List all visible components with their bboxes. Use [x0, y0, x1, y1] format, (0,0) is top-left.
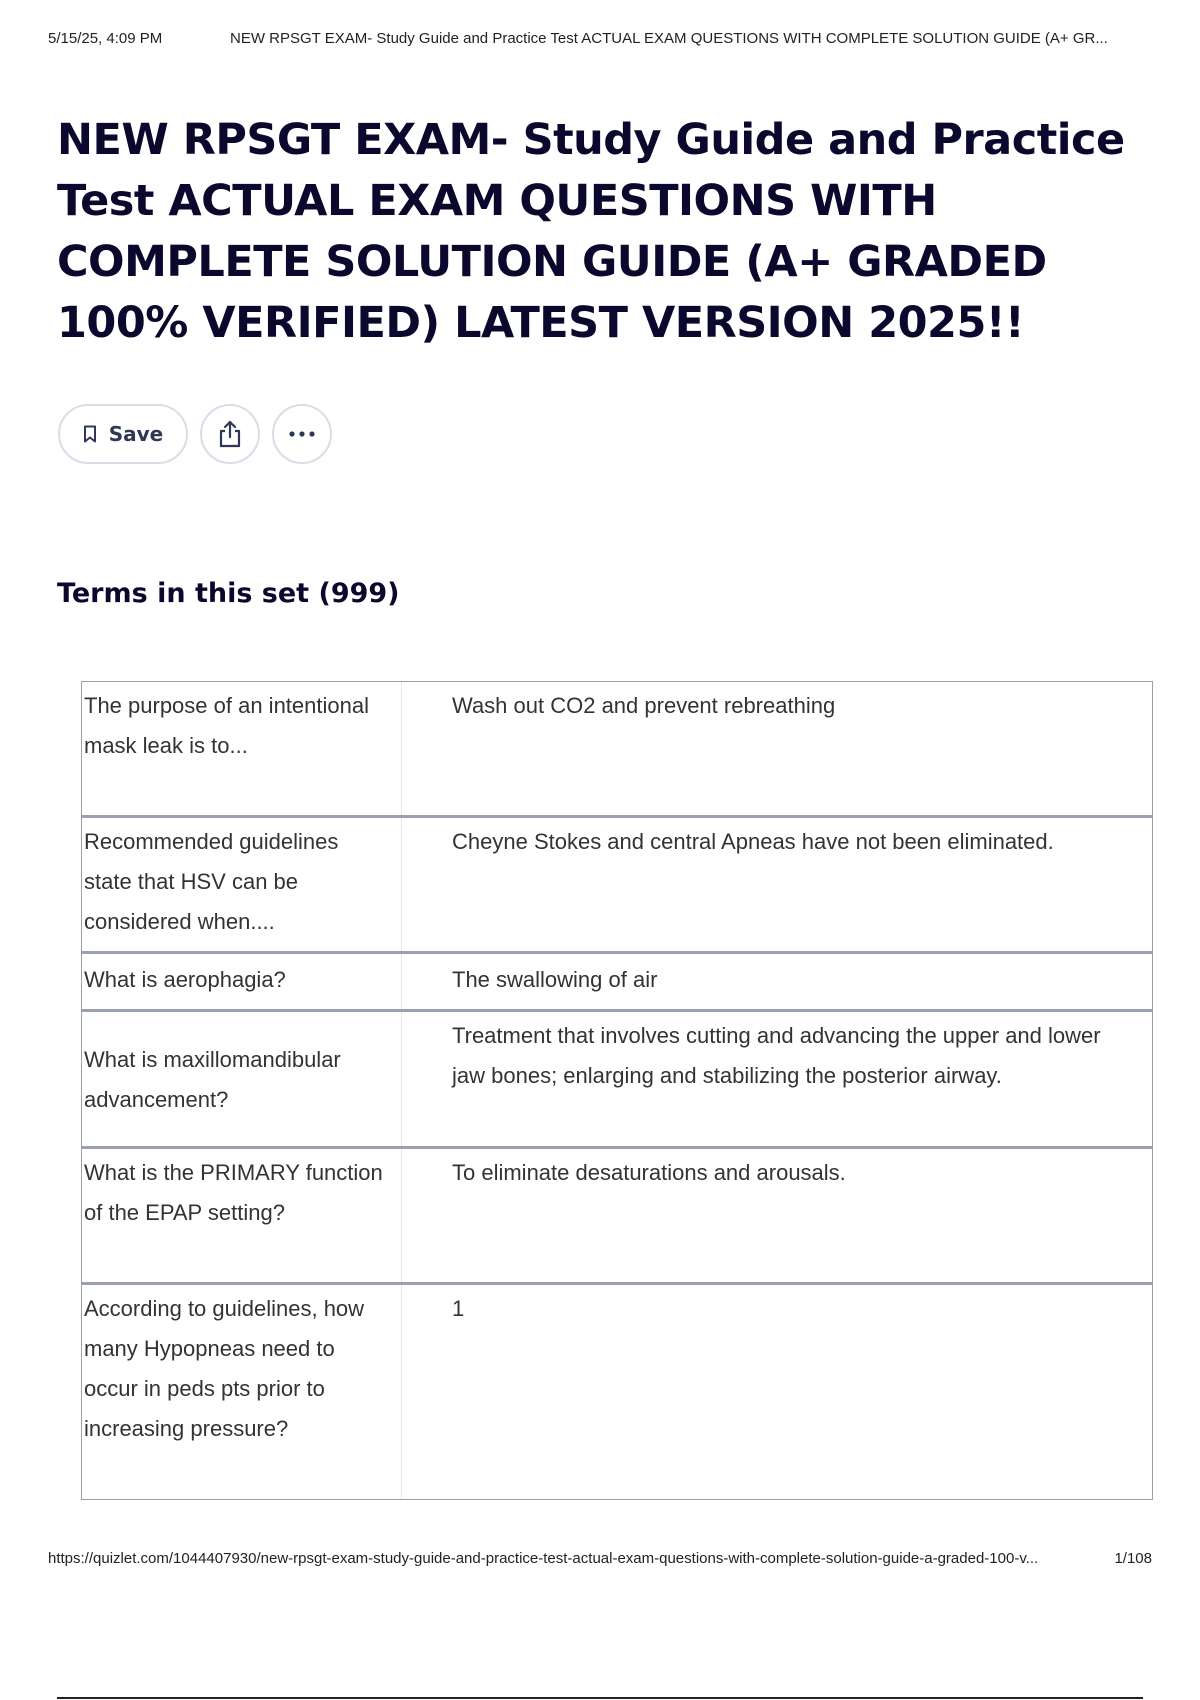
save-button[interactable] — [58, 404, 188, 464]
page-number: 1/108 — [1114, 1550, 1152, 1567]
page-url: https://quizlet.com/1044407930/new-rpsgt-exam-study-guide-and-practice-test-actual-exam-questions-with-complete-solution-guide-a-graded-100-v... — [48, 1550, 1039, 1567]
term-cell: Recommended guidelines state that HSV can be considered when.... — [82, 818, 402, 951]
table-row — [82, 1149, 1152, 1285]
definition-cell: Cheyne Stokes and central Apneas have not been eliminated. — [452, 829, 1054, 854]
print-header — [48, 30, 1152, 50]
definition-cell: To eliminate desaturations and arousals. — [452, 1160, 846, 1185]
definition-cell: The swallowing of air — [452, 967, 658, 992]
more-icon — [288, 430, 316, 438]
term-cell: What is the PRIMARY function of the EPAP setting? — [82, 1149, 402, 1282]
term-cell: According to guidelines, how many Hypopneas need to occur in peds pts prior to increasing pressure? — [82, 1285, 402, 1499]
terms-table — [81, 681, 1153, 1500]
print-document-title: NEW RPSGT EXAM- Study Guide and Practice Test ACTUAL EXAM QUESTIONS WITH COMPLETE SOLUTION GUIDE (A+ GR... — [230, 30, 1108, 47]
term-cell: What is maxillomandibular advancement? — [82, 1012, 402, 1146]
table-row — [82, 954, 1152, 1012]
table-row — [82, 1012, 1152, 1149]
action-bar — [58, 404, 332, 464]
table-row — [82, 1285, 1152, 1499]
table-row — [82, 818, 1152, 954]
term-cell: The purpose of an intentional mask leak is to... — [82, 682, 402, 815]
print-date: 5/15/25, 4:09 PM — [48, 30, 163, 47]
save-label: Save — [108, 422, 164, 446]
definition-cell: Wash out CO2 and prevent rebreathing — [452, 693, 836, 718]
table-row — [82, 682, 1152, 818]
page-title: NEW RPSGT EXAM- Study Guide and Practice Test ACTUAL EXAM QUESTIONS WITH COMPLETE SOLUTION GUIDE (A+ GRADED 100% VERIFIED) LATEST VERSION 2025!! — [57, 115, 1125, 348]
definition-cell: 1 — [452, 1296, 465, 1321]
more-options-button[interactable] — [272, 404, 332, 464]
definition-cell: Treatment that involves cutting and advancing the upper and lower jaw bones; enlarging and stabilizing the posterior airway. — [452, 1023, 1101, 1088]
terms-heading: Terms in this set (999) — [57, 578, 400, 609]
share-icon — [217, 420, 243, 448]
print-footer — [48, 1550, 1152, 1570]
share-button[interactable] — [200, 404, 260, 464]
bookmark-icon — [83, 425, 97, 443]
divider — [57, 1697, 1143, 1699]
term-cell: What is aerophagia? — [82, 954, 402, 1009]
